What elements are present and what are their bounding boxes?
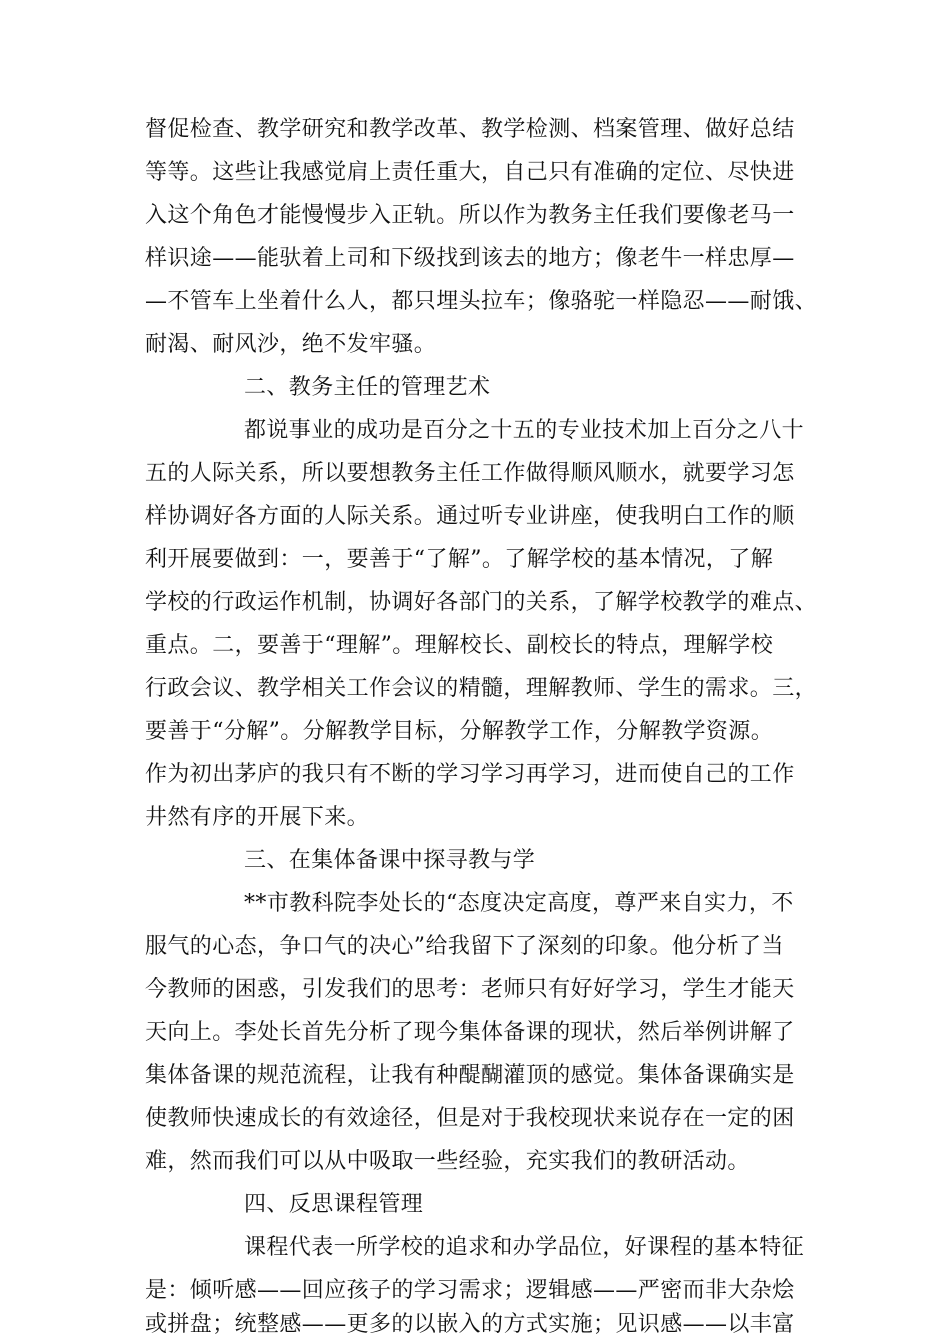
text-line: 学校的行政运作机制，协调好各部门的关系，了解学校教学的难点、	[145, 590, 818, 615]
text-line: 行政会议、教学相关工作会议的精髓，理解教师、学生的需求。三，	[145, 676, 818, 701]
text-line: **市教科院李处长的“态度决定高度，尊严来自实力，不	[244, 891, 794, 916]
text-line: 耐渴、耐风沙，绝不发牢骚。	[145, 332, 437, 357]
text-line: 样识途——能驮着上司和下级找到该去的地方；像老牛一样忠厚—	[145, 246, 795, 271]
text-line: 都说事业的成功是百分之十五的专业技术加上百分之八十	[244, 418, 805, 443]
section-heading: 二、教务主任的管理艺术	[244, 375, 491, 400]
text-line: 服气的心态，争口气的决心”给我留下了深刻的印象。他分析了当	[145, 934, 784, 959]
text-line: 井然有序的开展下来。	[145, 805, 370, 830]
text-line: 难，然而我们可以从中吸取一些经验，充实我们的教研活动。	[145, 1149, 750, 1174]
text-line: 督促检查、教学研究和教学改革、教学检测、档案管理、做好总结	[145, 117, 795, 142]
text-line: 今教师的困惑，引发我们的思考：老师只有好好学习，学生才能天	[145, 977, 795, 1002]
text-line: 集体备课的规范流程，让我有种醍醐灌顶的感觉。集体备课确实是	[145, 1063, 795, 1088]
text-line: 五的人际关系，所以要想教务主任工作做得顺风顺水，就要学习怎	[145, 461, 795, 486]
text-line: 课程代表一所学校的追求和办学品位，好课程的基本特征	[244, 1235, 805, 1260]
text-line: —不管车上坐着什么人，都只埋头拉车；像骆驼一样隐忍——耐饿、	[145, 289, 818, 314]
section-heading: 三、在集体备课中探寻教与学	[244, 848, 536, 873]
text-line: 要善于“分解”。分解教学目标，分解教学工作，分解教学资源。	[145, 719, 774, 744]
text-line: 作为初出茅庐的我只有不断的学习学习再学习，进而使自己的工作	[145, 762, 795, 787]
text-line: 或拼盘；统整感——更多的以嵌入的方式实施；见识感——以丰富	[145, 1312, 795, 1337]
text-line: 等等。这些让我感觉肩上责任重大，自己只有准确的定位、尽快进	[145, 160, 795, 185]
text-line: 重点。二，要善于“理解”。理解校长、副校长的特点，理解学校	[145, 633, 774, 658]
text-line: 入这个角色才能慢慢步入正轨。所以作为教务主任我们要像老马一	[145, 203, 795, 228]
text-line: 是：倾听感——回应孩子的学习需求；逻辑感——严密而非大杂烩	[145, 1278, 795, 1303]
text-line: 样协调好各方面的人际关系。通过听专业讲座，使我明白工作的顺	[145, 504, 795, 529]
text-line: 使教师快速成长的有效途径，但是对于我校现状来说存在一定的困	[145, 1106, 795, 1131]
text-line: 天向上。李处长首先分析了现今集体备课的现状，然后举例讲解了	[145, 1020, 795, 1045]
section-heading: 四、反思课程管理	[244, 1192, 424, 1217]
text-line: 利开展要做到：一，要善于“了解”。了解学校的基本情况，了解	[145, 547, 774, 572]
